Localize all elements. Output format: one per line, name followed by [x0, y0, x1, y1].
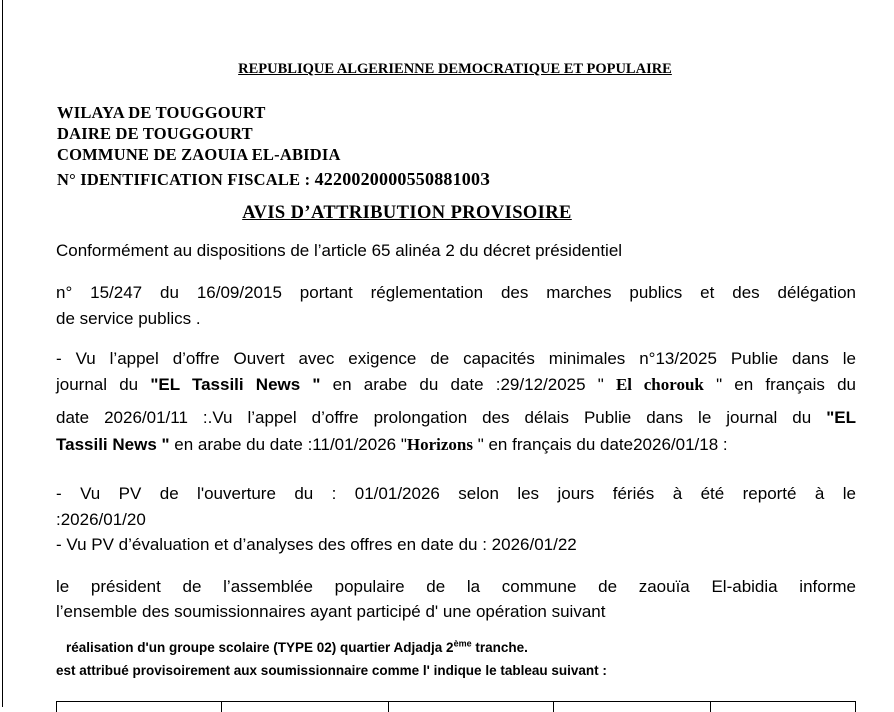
p3-l4-b: en arabe du date :11/01/2026 " — [169, 435, 407, 454]
p5-line: - Vu PV d’évaluation et d’analyses des offres en date du : 2026/01/22 — [56, 535, 577, 554]
attribue-line: est attribué provisoirement aux soumissionnaire comme l' indique le tableau suivant : — [56, 663, 607, 678]
commune-line: COMMUNE DE ZAOUIA EL-ABIDIA — [57, 145, 341, 164]
p3-l4-d: " en français du date2026/01/18 : — [473, 435, 728, 454]
body-line-2a: n° 15/247 du 16/09/2015 portant réglementation des marches publics et des délégation — [56, 283, 856, 302]
table-col-divider — [710, 702, 711, 712]
nif-value: 422002000055088100З — [314, 169, 490, 189]
table-col-divider — [56, 702, 57, 712]
p4-line-1: - Vu PV de l'ouverture du : 01/01/2026 selon les jours fériés à été reporté à le — [56, 484, 856, 503]
table-col-divider — [553, 702, 554, 712]
nif-line — [57, 169, 490, 190]
p3-l2-c: en arabe du date :29/12/2025 " — [320, 375, 616, 394]
realisation-text: réalisation d'un groupe scolaire (TYPE 02) quartier Adjadja 2 — [66, 640, 454, 655]
p3-l2-a: journal du — [56, 375, 151, 394]
p3-line-2 — [56, 372, 856, 398]
daira-line: DAIRE DE TOUGGOURT — [57, 124, 253, 143]
p4-line-2: :2026/01/20 — [56, 510, 146, 529]
table-col-divider — [855, 702, 856, 712]
p3-line-4 — [56, 432, 856, 458]
p6-line-2: l’ensemble des soumissionnaires ayant participé d' une opération suivant — [56, 602, 606, 621]
table-col-divider — [388, 702, 389, 712]
page-left-border — [2, 0, 3, 707]
body-line-2b: de service publics . — [56, 309, 201, 328]
p3-l3-a: date 2026/01/11 :.Vu l’appel d’offre prolongation des délais Publie dans le journal du — [56, 408, 827, 427]
realisation-tail: tranche. — [471, 640, 528, 655]
newspaper-tassili-2a: "EL — [826, 408, 856, 427]
newspaper-tassili: "EL Tassili News " — [150, 375, 321, 394]
table-col-divider — [221, 702, 222, 712]
newspaper-tassili-2b: Tassili News " — [56, 435, 170, 454]
p6-line-1: le président de l’assemblée populaire de la commune de zaouïa El-abidia informe — [56, 577, 856, 596]
p3-line-3 — [56, 405, 856, 431]
republic-header: REPUBLIQUE ALGERIENNE DEMOCRATIQUE ET POPULAIRE — [238, 61, 672, 77]
document-title: AVIS D’ATTRIBUTION PROVISOIRE — [242, 203, 572, 223]
newspaper-horizons: Horizons — [406, 435, 473, 454]
newspaper-chorouk: El chorouk — [615, 375, 704, 394]
body-line-1: Conformément au dispositions de l’article 65 alinéa 2 du décret présidentiel — [56, 241, 623, 260]
wilaya-line: WILAYA DE TOUGGOURT — [57, 103, 266, 122]
realisation-sup: ème — [453, 638, 472, 649]
p3-line-1: - Vu l’appel d’offre Ouvert avec exigence de capacités minimales n°13/2025 Publie dans le — [56, 349, 856, 368]
nif-label: N° IDENTIFICATION FISCALE : — [57, 170, 315, 189]
realisation-line — [66, 640, 528, 655]
p3-l2-e: " en français du — [703, 375, 856, 394]
